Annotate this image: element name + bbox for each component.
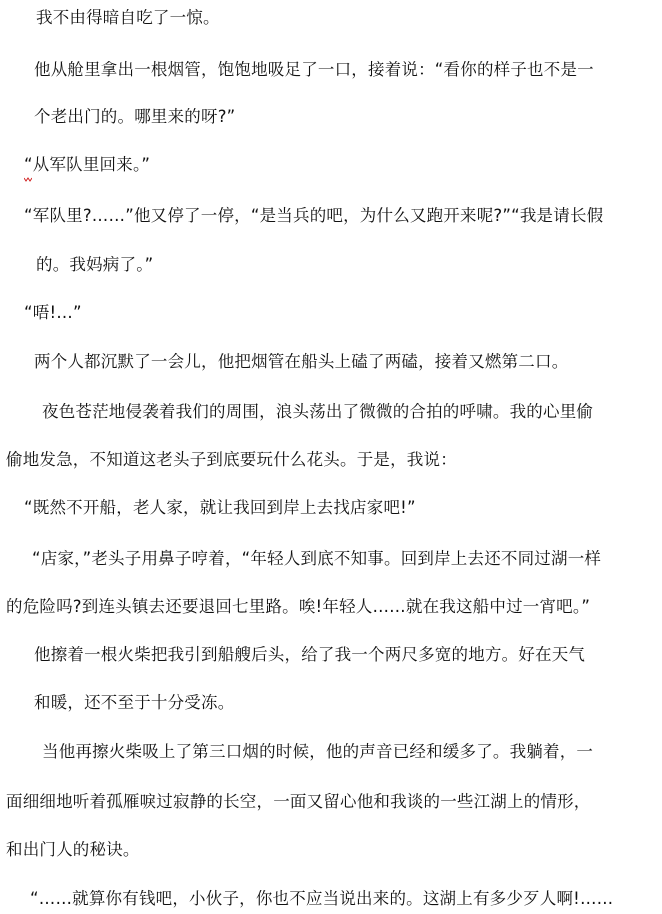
text-line: 他擦着一根火柴把我引到船艘后头，给了我一个两尺多宽的地方。好在天气 — [34, 645, 586, 664]
text-line: 偷地发急，不知道这老头子到底要玩什么花头。于是，我说： — [6, 450, 457, 469]
text-line: “唔!…” — [24, 303, 82, 322]
text-line: “店家，”老头子用鼻子哼着，“年轻人到底不知事。回到岸上去还不同过湖一样 — [32, 549, 602, 568]
text-line: 和暖，还不至于十分受冻。 — [34, 693, 235, 712]
text-line: 的。我妈病了。” — [36, 255, 154, 274]
text-line: “既然不开船，老人家，就让我回到岸上去找店家吧!” — [24, 498, 416, 517]
text-line: 夜色苍茫地侵袭着我们的周围，浪头荡出了微微的合拍的呼啸。我的心里偷 — [42, 402, 594, 421]
text-line: 的危险吗?到连头镇去还要退回七里路。唉!年轻人……就在我这船中过一宵吧。” — [6, 597, 591, 616]
text-line: 我不由得暗自吃了一惊。 — [36, 8, 220, 27]
text-line: 两个人都沉默了一会儿，他把烟管在船头上磕了两磕，接着又燃第二口。 — [34, 352, 569, 371]
text-line: “……就算你有钱吧，小伙子，你也不应当说出来的。这湖上有多少歹人啊!…… — [30, 889, 614, 908]
text-line: 个老出门的。哪里来的呀?” — [34, 107, 236, 126]
text-line: 和出门人的秘诀。 — [6, 840, 140, 859]
text-line: 面细细地听着孤雁唳过寂静的长空，一面又留心他和我谈的一些江湖上的情形， — [6, 792, 591, 811]
spellcheck-squiggle-icon — [24, 177, 32, 183]
text-line: “从军队里回来。” — [24, 155, 151, 174]
text-line: “军队里?……”他又停了一停，“是当兵的吧，为什么又跑开来呢?”“我是请长假 — [24, 206, 604, 225]
text-line: 当他再擦火柴吸上了第三口烟的时候，他的声音已经和缓多了。我躺着，一 — [42, 742, 594, 761]
text-line: 他从舱里拿出一根烟管，饱饱地吸足了一口，接着说：“看你的样子也不是一 — [34, 60, 594, 79]
